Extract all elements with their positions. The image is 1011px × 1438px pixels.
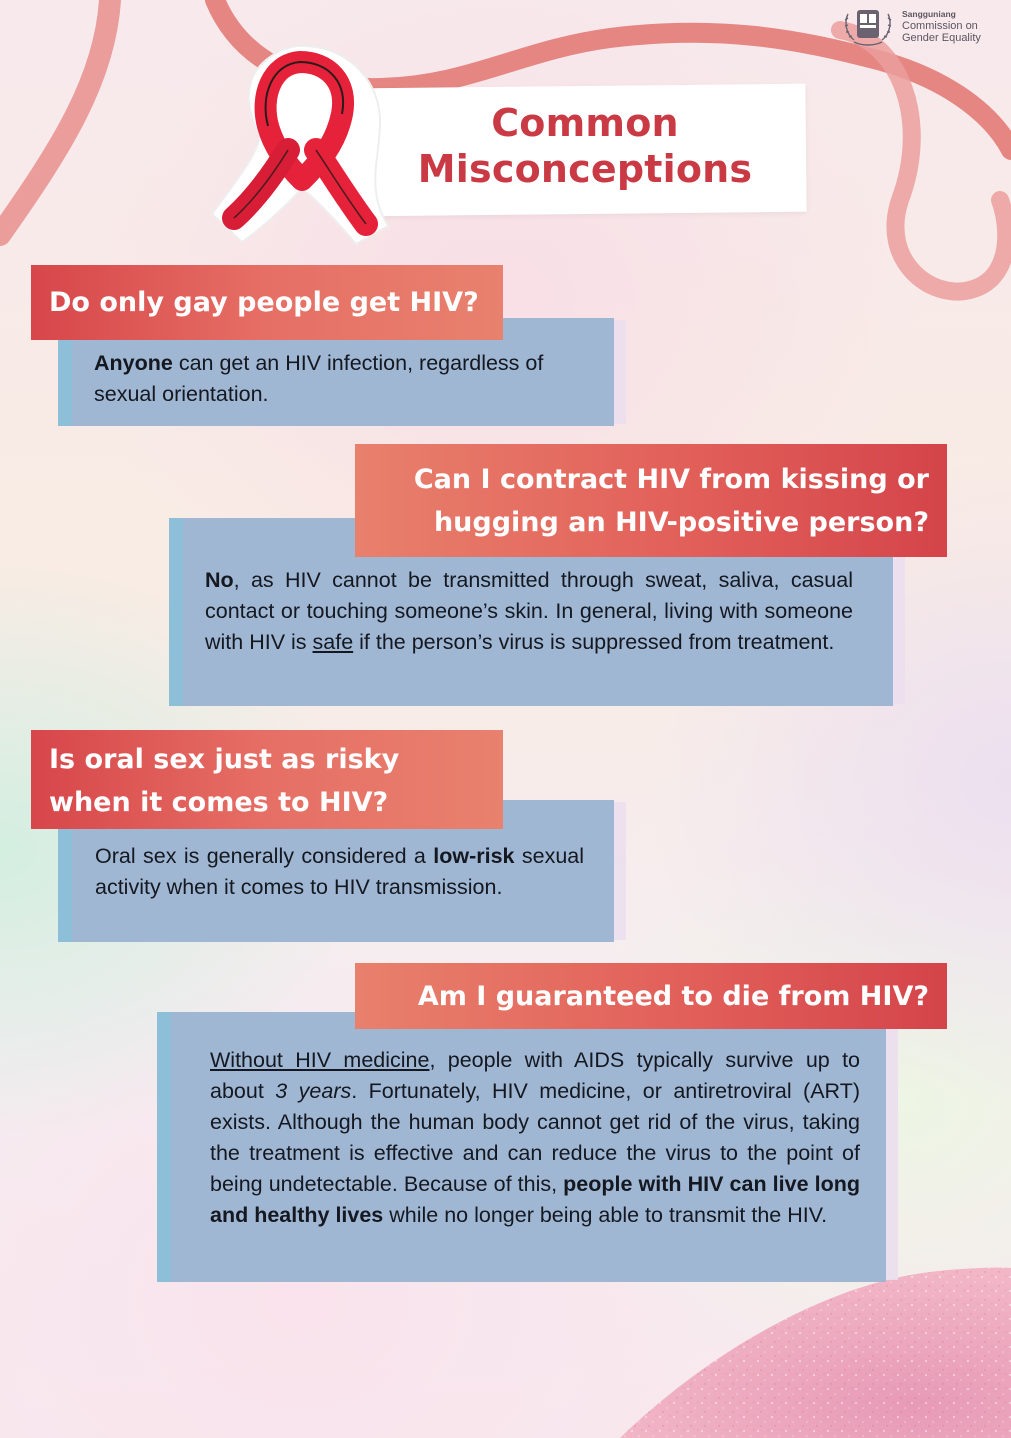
answer-2-text-2: if the person’s virus is suppressed from treatment. — [353, 630, 835, 654]
corner-blob — [620, 1268, 1011, 1438]
answer-3-text-2: sexual activity when it comes to HIV transmission. — [95, 844, 585, 899]
question-2-line-1: Can I contract HIV from kissing or — [413, 464, 929, 495]
page-title — [405, 100, 765, 192]
answer-4-text-2: . Fortunately, HIV medicine, or antiretroviral (ART) exists. Although the human body cannot get rid of the virus, taking the treatment is effective and can reduce the virus to the point of being undetectable. Because of this, — [210, 1079, 860, 1196]
question-1-line-1: Do only gay people get HIV? — [49, 287, 479, 318]
answer-4-text-1: , people with AIDS typically survive up to about — [210, 1048, 860, 1103]
question-3-line-2: when it comes to HIV? — [49, 787, 389, 818]
question-banner-1 — [31, 265, 503, 340]
answer-4-underline: Without HIV medicine — [210, 1048, 430, 1072]
question-3-line-1: Is oral sex just as risky — [49, 744, 400, 775]
answer-2-text-1: , as HIV cannot be transmitted through sweat, saliva, casual contact or touching someone’s skin. In general, living with someone with HIV is — [205, 568, 853, 654]
question-2-line-2: hugging an HIV-positive person? — [433, 507, 929, 538]
question-banner-3 — [31, 730, 503, 829]
logo-small-text: Sangguniang — [902, 9, 956, 19]
answer-3-bold: low-risk — [433, 844, 515, 868]
logo-line-1: Commission on — [902, 20, 978, 32]
answer-4-text-3: while no longer being able to transmit the HIV. — [383, 1203, 828, 1227]
question-banner-4 — [355, 963, 947, 1029]
ribbon-curve-left — [0, 0, 110, 235]
logo — [840, 4, 1008, 48]
seal-icon — [840, 4, 896, 48]
question-banner-2 — [355, 444, 947, 557]
answer-2-bold: No — [205, 568, 234, 592]
question-4-line-1: Am I guaranteed to die from HIV? — [417, 981, 929, 1012]
answer-box-4 — [157, 1012, 886, 1282]
logo-line-2: Gender Equality — [902, 32, 981, 44]
answer-4-bold: people with HIV can live long and healthy lives — [210, 1172, 860, 1227]
page-title-line-1: Common — [491, 101, 679, 145]
answer-4-italic: 3 years — [275, 1079, 352, 1103]
answer-1-bold: Anyone — [94, 351, 173, 375]
answer-3-text-1: Oral sex is generally considered a — [95, 844, 434, 868]
page-title-line-2: Misconceptions — [417, 147, 753, 191]
answer-2-underline: safe — [312, 630, 354, 654]
answer-1-text: can get an HIV infection, regardless of sexual orientation. — [94, 351, 544, 406]
ribbon-curve-right-loop — [840, 30, 1006, 292]
red-ribbon-icon — [206, 40, 394, 246]
